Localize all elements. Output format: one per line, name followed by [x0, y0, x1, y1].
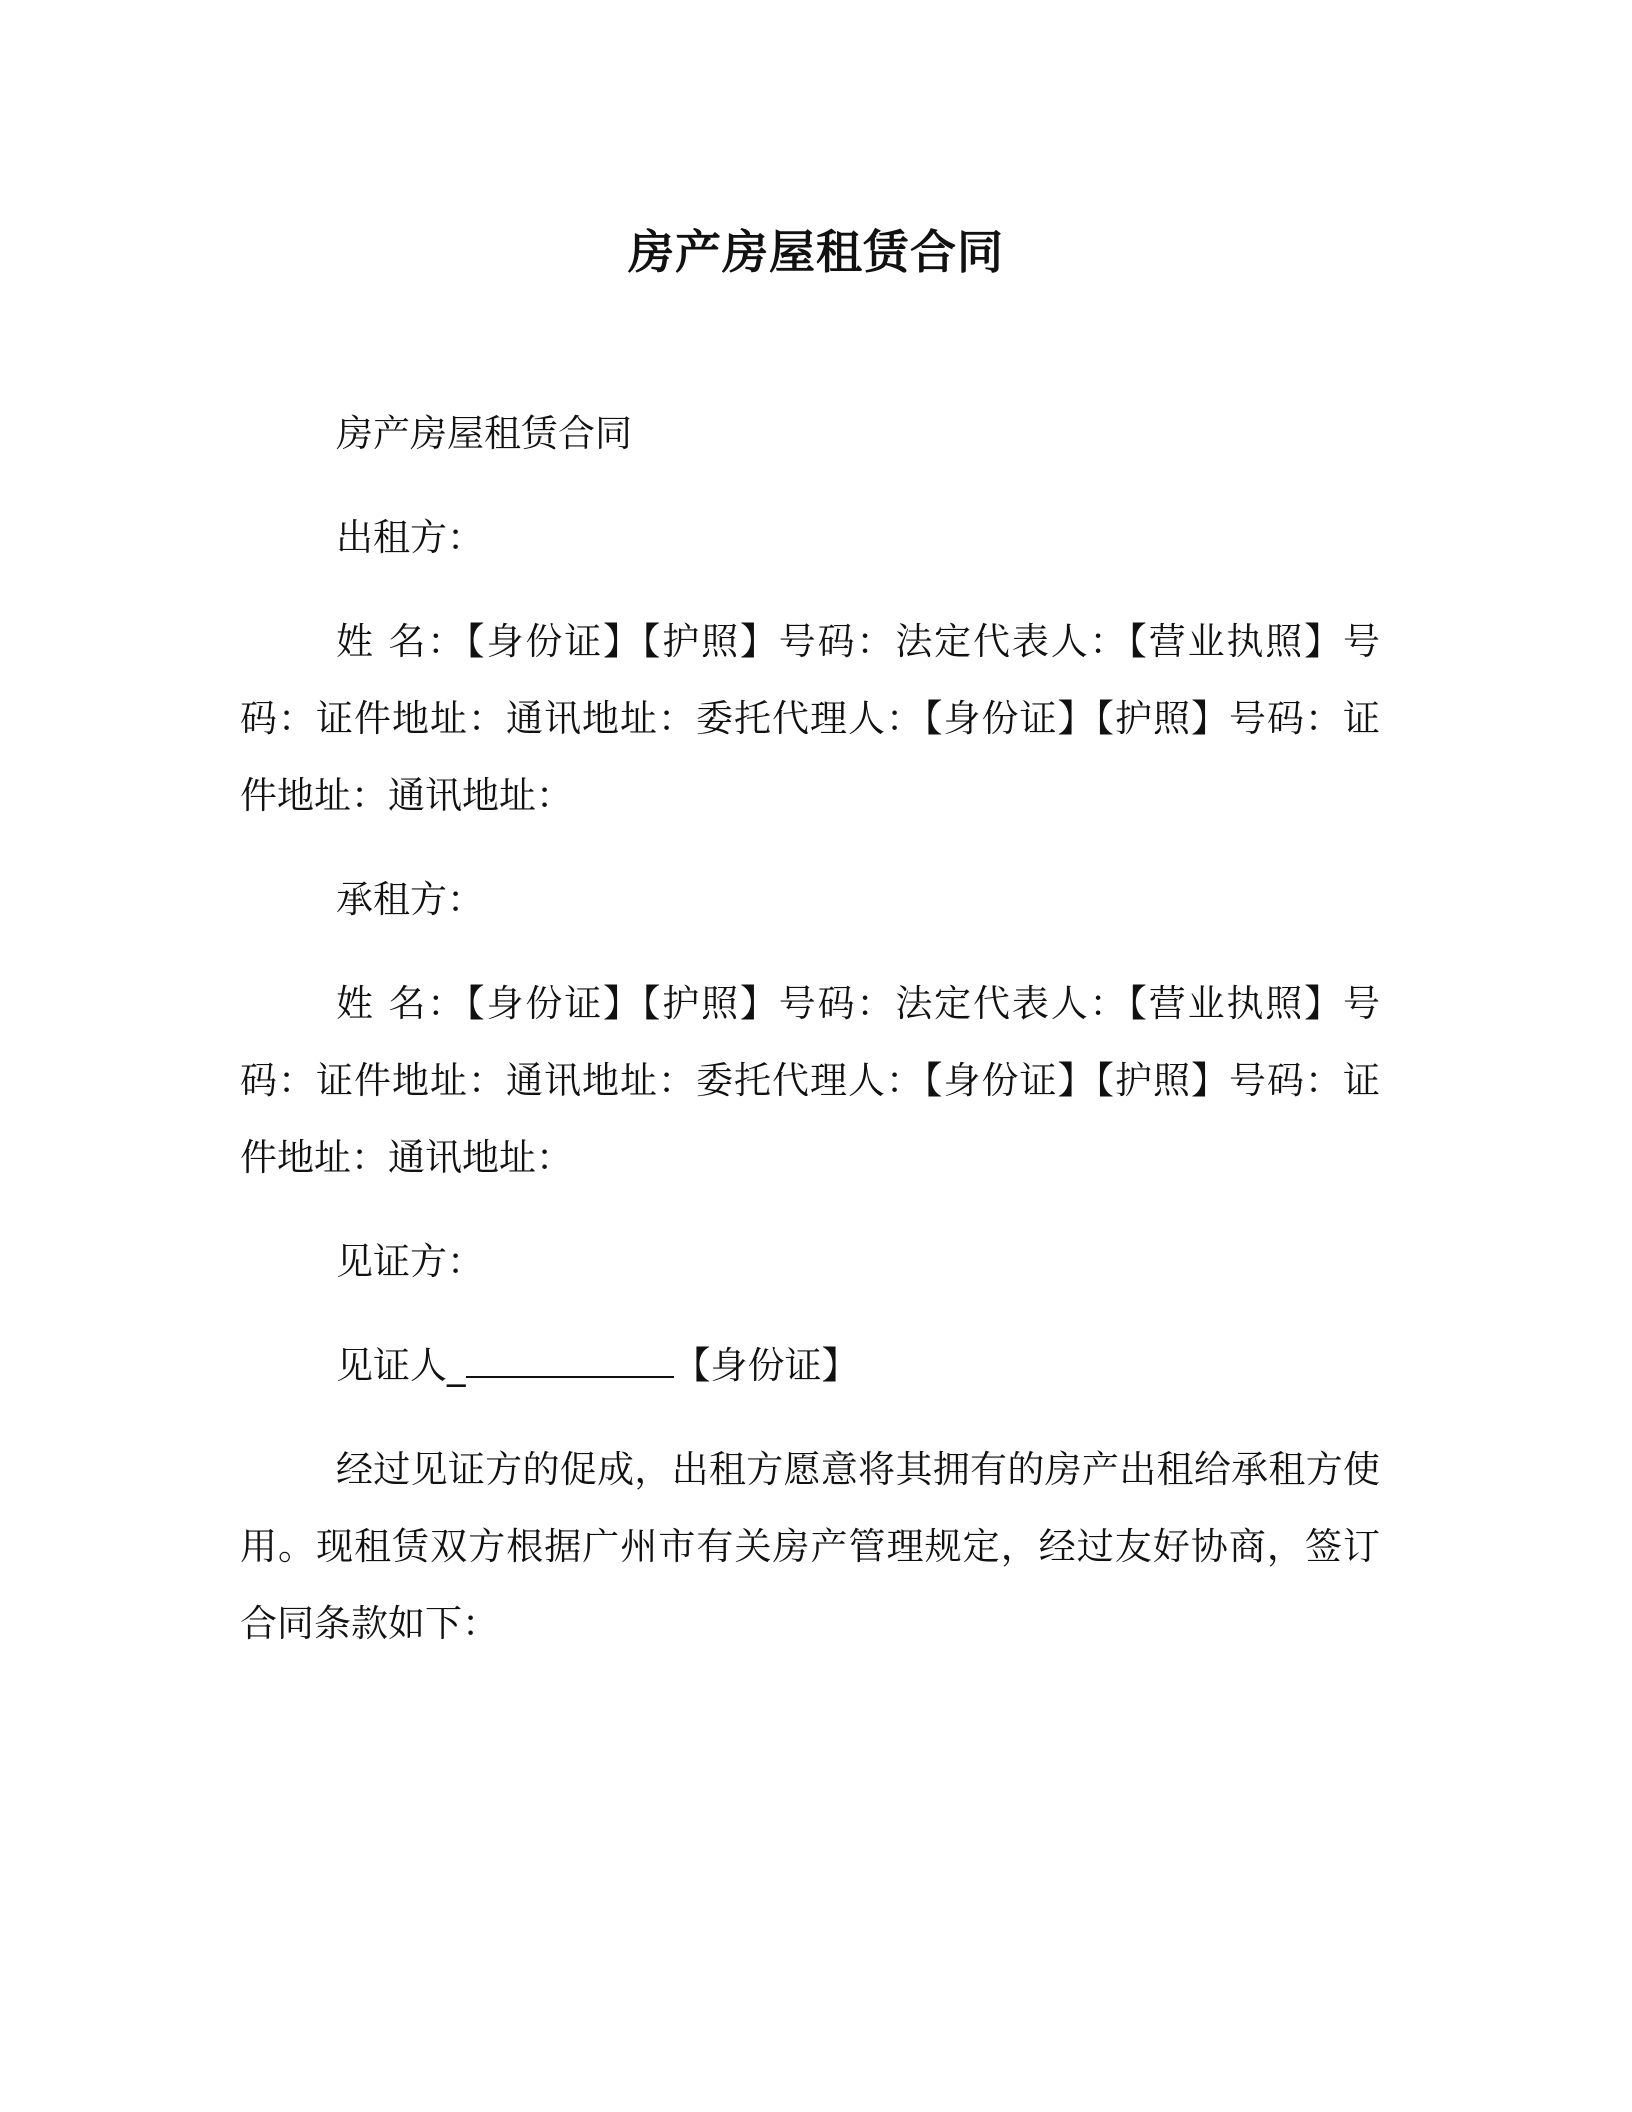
lessee-details: 姓 名：【身份证】【护照】号码：法定代表人：【营业执照】号码：证件地址：通讯地址：委托代理人：【身份证】【护照】号码：证件地址：通讯地址： [240, 982, 1380, 1179]
intro-paragraph: 经过见证方的促成，出租方愿意将其拥有的房产出租给承租方使用。现租赁双方根据广州市有关房产管理规定，经过友好协商，签订合同条款如下： [240, 1448, 1380, 1645]
witness-person-line [240, 1327, 1380, 1404]
contract-subtitle: 房产房屋租赁合同 [336, 412, 632, 455]
document-title: 房产房屋租赁合同 [628, 225, 1004, 279]
lessor-details: 姓 名：【身份证】【护照】号码：法定代表人：【营业执照】号码：证件地址：通讯地址：委托代理人：【身份证】【护照】号码：证件地址：通讯地址： [240, 620, 1380, 817]
document-body [240, 395, 1380, 1689]
lessor-label: 出租方： [336, 516, 484, 559]
witness-label: 见证方： [336, 1240, 484, 1283]
lessee-label: 承租方： [336, 878, 484, 921]
witness-name-blank [466, 1346, 674, 1378]
witness-person-prefix: 见证人_ [336, 1344, 466, 1387]
witness-person-suffix: 【身份证】 [673, 1344, 859, 1387]
